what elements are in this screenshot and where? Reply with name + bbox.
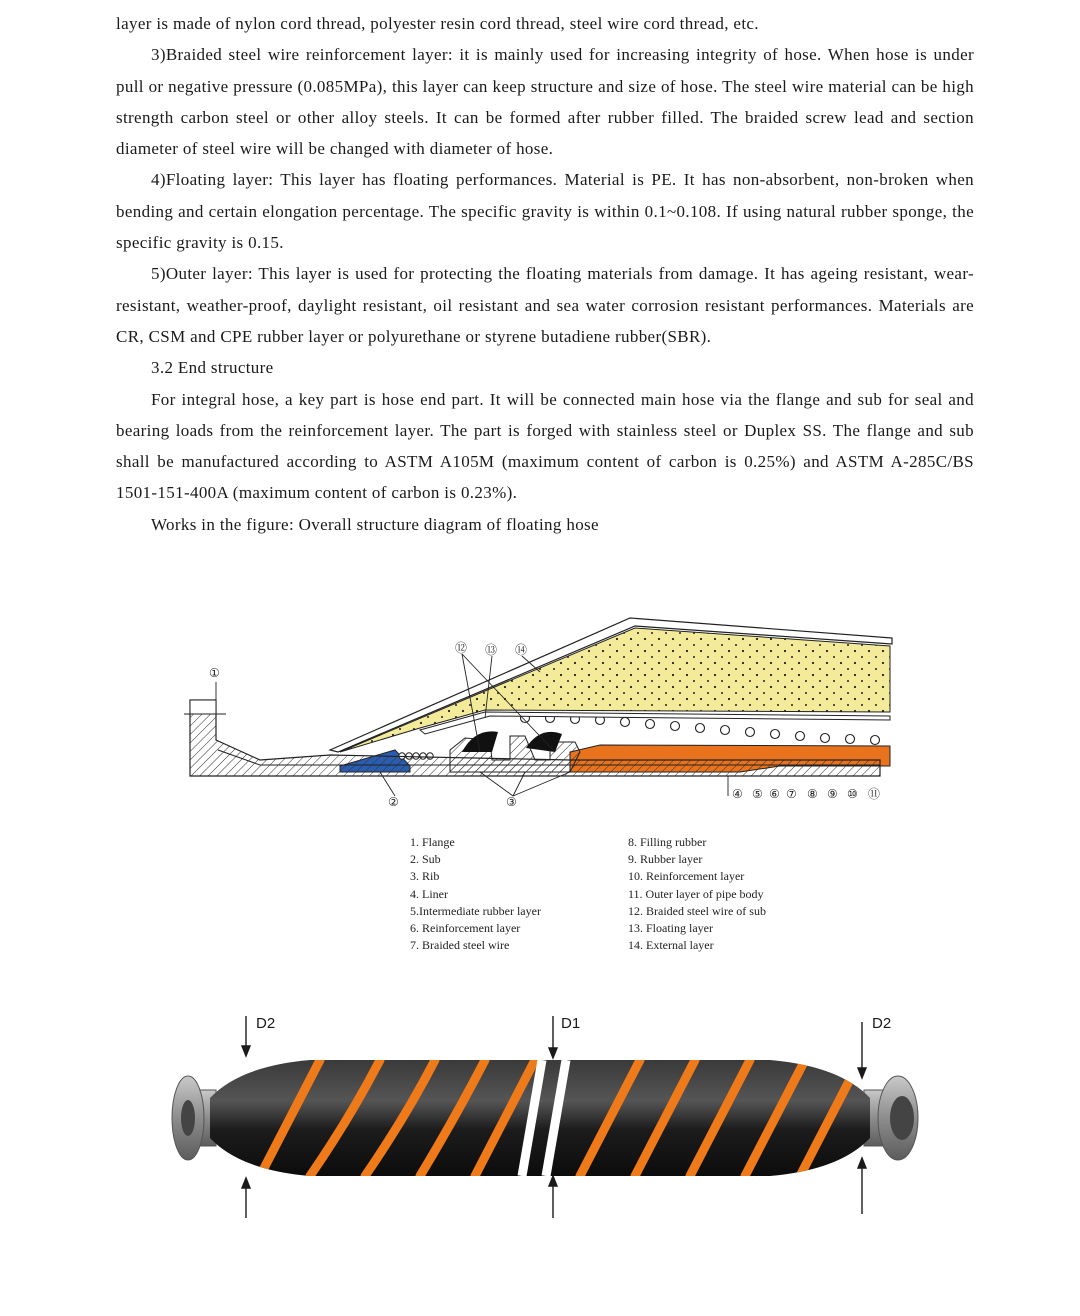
paragraph: Works in the figure: Overall structure diagram of floating hose [151,514,599,534]
callout-6: ⑥ [769,787,780,801]
legend-item: 9. Rubber layer [628,852,703,867]
paragraph: 3.2 End structure [151,358,274,378]
callout-9: ⑨ [827,787,838,801]
floating-hose-illustration [150,1008,930,1228]
structure-diagram [180,600,900,820]
callout-8: ⑧ [807,787,818,801]
callout-12: ⑫ [455,641,468,655]
legend-item: 11. Outer layer of pipe body [628,886,764,901]
legend-item: 6. Reinforcement layer [410,921,521,936]
paragraph: 4)Floating layer: This layer has floating performances. Material is PE. It has non-absorbent, non-broken when bending and certain elongation percentage. The specific gravity is within 0.1~0.108. If using natural rubber sponge, the specific gravity is 0.15. [116,170,974,253]
legend-right [628,834,766,954]
legend-item: 5.Intermediate rubber layer [410,903,541,918]
legend-item: 13. Floating layer [628,921,713,936]
legend-left [410,834,541,954]
callout-7: ⑦ [786,787,797,801]
callout-11: ⑪ [868,787,881,801]
legend-item: 8. Filling rubber [628,835,707,849]
dimension-label-d1: D1 [561,1015,581,1032]
callout-10: ⑩ [847,787,858,801]
legend-item: 3. Rib [410,869,440,884]
callout-3: ③ [506,795,517,809]
paragraph: 5)Outer layer: This layer is used for protecting the floating materials from damage. It has ageing resistant, wear-resistant, weather-proof, daylight resistant, oil resistant and sea water corrosion resistant performances. Materials are CR, CSM and CPE rubber layer or polyurethane or styrene butadiene rubber(SBR). [116,264,974,346]
right-flange [864,1076,918,1160]
legend-item: 4. Liner [410,886,448,901]
paragraph: For integral hose, a key part is hose end part. It will be connected main hose via the flange and sub for seal and bearing loads from the reinforcement layer. The part is forged with stainless steel or Duplex SS. The flange and sub shall be manufactured according to ASTM A105M (maximum content of carbon is 0.25%) and ASTM A-285C/BS 1501-151-400A (maximum content of carbon is 0.23%). [116,389,974,503]
callout-5: ⑤ [752,787,763,801]
legend-item: 14. External layer [628,938,714,953]
paragraph: 3)Braided steel wire reinforcement layer: it is mainly used for increasing integrity of hose. When hose is under pull or negative pressure (0.085MPa), this layer can keep structure and size of hose. The steel wire material can be high strength carbon steel or other alloy steels. It can be formed after rubber filled. The braided screw lead and section diameter of steel wire will be changed with diameter of hose. [116,45,974,159]
legend-item: 2. Sub [410,852,441,867]
body-text [116,8,974,540]
legend-item: 1. Flange [410,835,455,849]
legend-item: 12. Braided steel wire of sub [628,903,766,918]
legend-item: 10. Reinforcement layer [628,869,745,884]
left-flange [172,1076,216,1160]
dimension-label-d2-right: D2 [872,1015,892,1032]
callout-13: ⑬ [485,643,498,657]
callout-14: ⑭ [515,643,528,657]
callout-2: ② [388,795,399,809]
callout-1: ① [209,666,220,680]
dimension-label-d2-left: D2 [256,1015,276,1032]
callout-4: ④ [732,787,743,801]
legend-item: 7. Braided steel wire [410,938,510,953]
paragraph: layer is made of nylon cord thread, polyester resin cord thread, steel wire cord thread, etc. [116,14,759,33]
